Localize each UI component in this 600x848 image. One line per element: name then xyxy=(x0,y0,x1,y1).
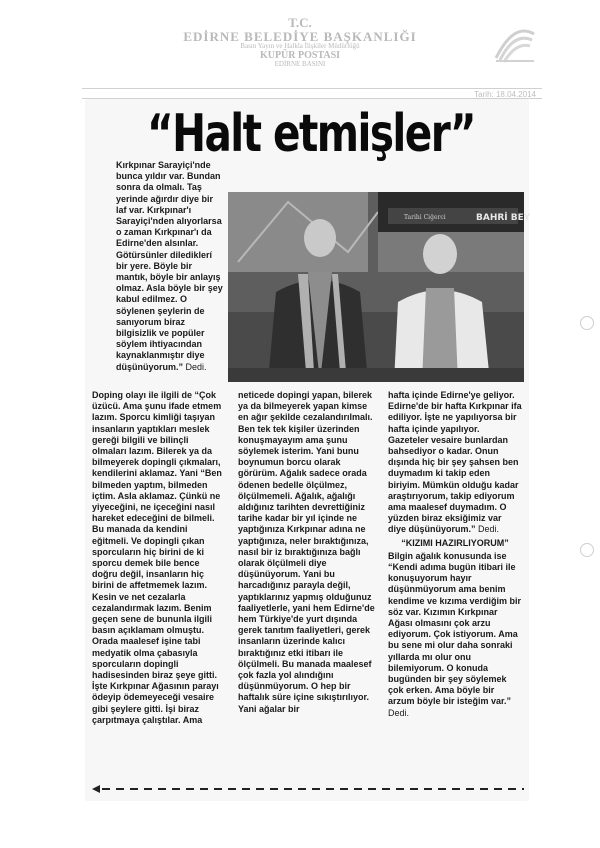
continue-arrow-icon xyxy=(90,784,526,794)
newspaper-clipping xyxy=(86,100,531,800)
article-subheading: “KIZIMI HAZIRLIYORUM” xyxy=(401,537,509,548)
letterhead-department: Basın Yayın ve Halkla İlişkiler Müdürlüğü xyxy=(240,42,360,51)
photo-sign-text: BAHRİ BEY xyxy=(476,213,531,223)
article-column-1-top xyxy=(116,160,224,373)
municipality-logo-icon xyxy=(490,20,538,64)
dedi-label-1: Dedi. xyxy=(183,361,207,372)
column-1-text: Doping olayı ile ilgili de “Çok üzücü. Ama şunu ifade etmem lazım. Sporcu kimliği taşıyan insanların yaptıkları meslek gereği bilgili ve bilinçli olmaları lazım. Bilerek ya da bilmeyerek dopingli çıkmaları, kendilerini aklamaz. Yani “Ben bilmeden yaptım, bilmeden içtim. Asla aklamaz. Çünkü ne yiyeceğini, ne içeceğini nasıl hareket edeceğini de bilmeli. Bu manada da kendini eğitmeli. Ve dopingli çıkan sporcuların hiç birini de ki sporcu demek bile bence doğru değil, insanların hiç birini de affetmemek lazım. Kesin ve net cezalarla cezalandırmak lazım. Benim geçen sene de bununla ilgili basın açıklamam olmuştu. Orada maalesef işine tabi medyatik olma çabasıyla sporcuların dopingli hadisesinden biraz şeye gitti. İşte Kırkpınar Ağasının parayı ödeyip ödemeyeceği vesaire gibi şeylere gitti. İşi biraz çarpıtmaya çalıştılar. Ama xyxy=(92,390,222,725)
column-3-bottom-text: Bilgin ağalık konusunda ise “Kendi adıma bugün itibari ile konuşuyorum hayır düşünmüyorum ama benim kendime ve kızıma verdiğim bir söz var. Kızımın Kırkpınar Ağası olmasını çok arzu ediyorum. Çok istiyorum. Ama bu sene mi olur daha sonraki yıllarda mı olur onu bilemiyorum. O konuda bugünden bir şey söylemek çok erken. Ama böyle bir arzum böyle bir isteğim var.” xyxy=(388,550,522,707)
article-column-1 xyxy=(92,390,224,726)
clipping-date: Tarih: 18.04.2014 xyxy=(474,90,536,99)
article-headline: “Halt etmişler” xyxy=(146,104,476,164)
column-1-top-text: Kırkpınar Sarayiçi'nde bunca yıldır var. Bundan sonra da olmalı. Taş yerinde ağırdır diye bir laf var. Kırkpınar'ı Sarayiçi'nden alıyorlarsa o zaman Kırkpınar'ı da Edirne'den alsınlar. Götürsünler dilediklerí bir yere. Böyle bir mantık, böyle bir anlayış olmaz. Asla böyle bir şey kabul edilmez. O söylenen şeylerin de sanıyorum biraz bilgisizlik ve popüler söylem ihtiyacından kaynaklanmıştır diye düşünüyorum.” xyxy=(116,160,223,372)
article-column-2 xyxy=(238,390,376,715)
letterhead-source: EDİRNE BASINI xyxy=(274,60,326,69)
column-2-text: neticede dopingi yapan, bilerek ya da bilmeyerek yapan kimse en ağır şekilde cezalandırılmalı. Ben tek tek kişiler üzerinden konuşmayayım ama şunu söylemek isterim. Yani bunu boynumun borcu olarak görürüm. Ağalık sadece orada ödenen bedelle ölçülmez, ölçülmemeli. Ağalık, ağalığı aldığınız tarihten devrettiğiniz tarihe kadar bir yıl içinde ne yaptığınıza Kırkpınar adına ne yaptığınıza, neler bıraktığınıza, nasıl bir iz bıraktığınıza bağlı olarak ölçülmeli diye düşünüyorum. Yani bu harcadığınız parayla değil, yaptıklarınız yapmış olduğunuz faaliyetlerle, yani hem Edirne'de hem Türkiye'de yurt dışında gerek tanıtım faaliyetleri, gerek insanların üzerinde kalıcı bıraktığınız etki itibarı ile ölçülmeli. Bu manada maalesef çok fazla yol alındığını düşünmüyorum. O hep bir haftalık süre içine sıkıştırılıyor. Yani ağalar bir xyxy=(238,390,375,714)
letterhead xyxy=(150,16,450,68)
dedi-label-2: Dedi. xyxy=(475,524,500,535)
dedi-label-3: Dedi. xyxy=(388,707,410,718)
binder-hole-bottom xyxy=(580,543,594,557)
letterhead-tc: T.C. xyxy=(288,15,312,30)
article-photo xyxy=(228,192,531,382)
letterhead-clipping-service: KUPÜR POSTASI xyxy=(259,49,341,61)
letterhead-municipality: EDİRNE BELEDİYE BAŞKANLIĞI xyxy=(183,28,417,44)
article-column-3 xyxy=(388,390,522,719)
photo-sign-small-text: Tarihi Ciğerci xyxy=(404,214,446,221)
date-line xyxy=(82,88,542,99)
column-3-top-text: hafta içinde Edirne'ye geliyor. Edirne'de bir hafta Kırkpınar ifa ediliyor. İşte ne yapılıyorsa bir hafta içinde yapılıyor. Gazeteler vesaire bunlardan bahsediyor o kadar. Onun dışında hiç bir şey şahsen ben duymadım ki takip eden biriyim. Mümkün olduğu kadar araştırıyorum, takip ediyorum ama maalesef duymadım. O yüzden biraz eksiğimiz var diye düşünüyorum.” xyxy=(388,390,522,535)
photo-two-men-icon xyxy=(228,192,531,382)
binder-hole-top xyxy=(580,316,594,330)
